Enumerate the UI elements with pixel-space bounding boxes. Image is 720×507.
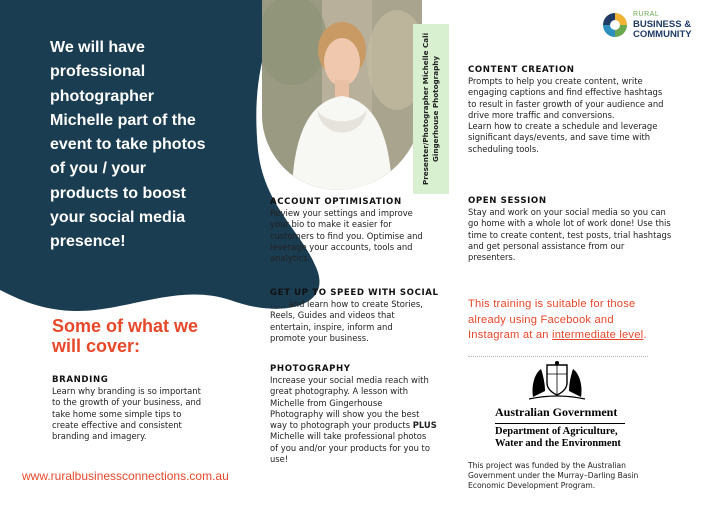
section-body: Increase your social media reach with great photography. A lesson with Michelle from Gingerhouse Photography will show you the best way to photograph your products PLUS Michelle will take professional photos of you and/or your products for you to use!: [270, 375, 437, 465]
department-line-2: Water and the Environment: [495, 438, 621, 449]
section-title: PHOTOGRAPHY: [270, 364, 351, 374]
department-line-1: Department of Agriculture,: [495, 426, 618, 437]
government-name: Australian Government: [495, 405, 618, 419]
logo-line-3: COMMUNITY: [633, 29, 692, 40]
section-open-session: [468, 195, 671, 263]
government-block: [495, 405, 625, 450]
section-body: Review your settings and improve your bio to make it easier for customers to find you. Optimise and leverage your accounts, tools and analytics.: [270, 208, 423, 264]
rural-business-community-logo: [600, 10, 692, 40]
presenter-photo: [262, 0, 422, 190]
coat-of-arms-icon: [525, 361, 589, 401]
section-title: GET UP TO SPEED WITH SOCIAL: [270, 288, 439, 298]
section-title: BRANDING: [52, 375, 109, 385]
section-body: Stay and work on your social media so you can go home with a whole lot of work done! Use this time to create content, test posts, trial hashtags and get personal assistance from our presenters.: [468, 207, 672, 263]
section-title: ACCOUNT OPTIMISATION: [270, 197, 402, 207]
section-body: Learn why branding is so important to the growth of your business, and take home some simple tips to create effective and consistent branding and imagery.: [52, 386, 202, 442]
section-body: Prompts to help you create content, write engaging captions and find effective hashtags to result in faster growth of your audience and drive more traffic and conversions. Learn how to create a schedule and leverage significant days/events, and save time with scheduling tools.: [468, 76, 664, 154]
divider: [468, 356, 648, 357]
section-title: OPEN SESSION: [468, 196, 547, 206]
logo-icon: [600, 10, 630, 40]
section-body: ...... and learn how to create Stories, Reels, Guides and videos that entertain, inspire, inform and promote your business.: [270, 299, 423, 343]
section-account-optimisation: [270, 196, 423, 264]
funding-note: This project was funded by the Australian Government under the Murray–Darling Basin Economic Development Program.: [468, 461, 639, 490]
photo-credit: Presenter/Photographer Michelle Cali Gingerhouse Photography: [421, 32, 440, 186]
photo-credit-banner: [413, 24, 449, 194]
logo-line-2: BUSINESS &: [633, 19, 692, 30]
government-rule: [495, 423, 625, 424]
section-branding: [52, 374, 201, 442]
section-title: CONTENT CREATION: [468, 65, 575, 75]
promo-text: We will have professional photographer Michelle part of the event to take photos of you / your products to boost your social media presence!: [50, 39, 206, 251]
section-content-creation: [468, 64, 663, 155]
cover-heading: Some of what we will cover:: [52, 316, 199, 356]
logo-line-1: RURAL: [633, 11, 660, 18]
website-link[interactable]: www.ruralbusinessconnections.com.au: [22, 469, 229, 483]
suitability-note: This training is suitable for those already using Facebook and Instagram at an intermediate level.: [468, 298, 647, 341]
section-photography: [270, 363, 437, 465]
section-social: [270, 287, 439, 344]
